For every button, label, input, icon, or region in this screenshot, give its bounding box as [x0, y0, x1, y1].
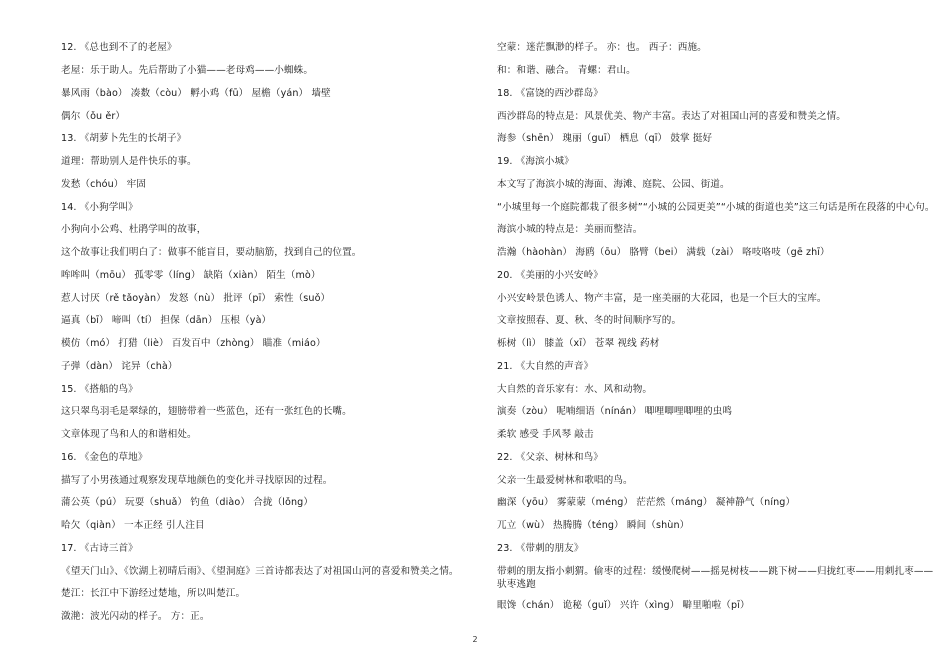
vocab-line: 眼馋（chán） 诡秘（guǐ） 兴许（xìng） 噼里啪啦（pī） [497, 600, 750, 611]
text-line: “小城里每一个庭院都栽了很多树”“小城的公园更美”“小城的街道也美”这三句话是所在段落的中心句。 [497, 202, 935, 213]
lesson-16-title: 16. 《金色的草地》 [61, 452, 148, 463]
vocab-line: 惹人讨厌（rě tǎoyàn） 发怒（nù） 批评（pī） 索性（suǒ） [61, 293, 331, 304]
vocab-line: 模仿（mó） 打猎（liè） 百发百中（zhòng） 瞄准（miáo） [61, 338, 326, 349]
lesson-23-title: 23. 《带刺的朋友》 [497, 543, 584, 554]
text-line: 楚江：长江中下游经过楚地，所以叫楚江。 [61, 588, 246, 599]
vocab-line: 蒲公英（pú） 玩耍（shuǎ） 钓鱼（diào） 合拢（lǒng） [61, 497, 314, 508]
lesson-18-title: 18. 《富饶的西沙群岛》 [497, 88, 603, 99]
text-line: 带刺的朋友指小刺猬。偷枣的过程：缓慢爬树——摇晃树枝——跳下树——归拢红枣——用刺扎枣—— [497, 566, 934, 577]
vocab-line: 海参（shēn） 瑰丽（guī） 栖息（qī） 鼓掌 挺好 [497, 133, 713, 144]
lesson-15-title: 15. 《搭船的鸟》 [61, 384, 138, 395]
vocab-line: 栎树（lì） 膝盖（xī） 苍翠 视线 药材 [497, 338, 660, 349]
text-line: 大自然的音乐家有：水、风和动物。 [497, 384, 653, 395]
text-line: 《望天门山》、《饮湖上初晴后雨》、《望洞庭》三首诗都表达了对祖国山河的喜爱和赞美之情。 [61, 566, 459, 577]
lesson-14-title: 14. 《小狗学叫》 [61, 202, 138, 213]
text-line: 潋滟：波光闪动的样子。 方：正。 [61, 611, 210, 622]
text-line: 海滨小城的特点是：美丽而整洁。 [497, 224, 643, 235]
vocab-line: 柔软 感受 手风琴 敲击 [497, 429, 594, 440]
text-line: 和：和谐、融合。 青螺：君山。 [497, 65, 636, 76]
text-line: 本文写了海滨小城的海面、海滩、庭院、公园、街道。 [497, 179, 730, 190]
vocab-line: 演奏（zòu） 呢喃细语（nínán） 唧哩唧哩唧哩的虫鸣 [497, 406, 733, 417]
text-line: 父亲一生最爱树林和歌唱的鸟。 [497, 475, 633, 486]
vocab-line: 子弹（dàn） 诧异（chà） [61, 361, 178, 372]
lesson-20-title: 20. 《美丽的小兴安岭》 [497, 270, 603, 281]
vocab-line: 哈欠（qiàn） 一本正经 引人注目 [61, 520, 205, 531]
vocab-line: 哞哞叫（mōu） 孤零零（líng） 缺陷（xiàn） 陌生（mò） [61, 270, 321, 281]
text-line: 老屋：乐于助人。先后帮助了小猫——老母鸡——小蜘蛛。 [61, 65, 314, 76]
page-number: 2 [472, 635, 478, 644]
lesson-22-title: 22. 《父亲、树林和鸟》 [497, 452, 603, 463]
vocab-line: 浩瀚（hàohàn） 海鸥（ōu） 胳臂（bei） 满载（zài） 咯吱咯吱（gē zhī） [497, 247, 830, 258]
text-line: 这个故事让我们明白了：做事不能盲目，要动脑筋，找到自己的位置。 [61, 247, 362, 258]
text-line: 描写了小男孩通过观察发现草地颜色的变化并寻找原因的过程。 [61, 475, 333, 486]
lesson-12-title: 12. 《总也到不了的老屋》 [61, 42, 177, 53]
text-line: 小兴安岭景色诱人、物产丰富，是一座美丽的大花园，也是一个巨大的宝库。 [497, 293, 827, 304]
text-line: 小狗向小公鸡、杜鹃学叫的故事， [61, 224, 207, 235]
vocab-line: 幽深（yōu） 雾蒙蒙（méng） 茫茫然（máng） 凝神静气（níng） [497, 497, 796, 508]
lesson-17-title: 17. 《古诗三首》 [61, 543, 138, 554]
text-line: 空蒙：迷茫飘渺的样子。 亦：也。 西子：西施。 [497, 42, 707, 53]
lesson-19-title: 19. 《海滨小城》 [497, 156, 574, 167]
lesson-13-title: 13. 《胡萝卜先生的长胡子》 [61, 133, 187, 144]
vocab-line: 暴风雨（bào） 凑数（còu） 孵小鸡（fū） 屋檐（yán） 墙壁 [61, 88, 331, 99]
text-line: 道理：帮助别人是件快乐的事。 [61, 156, 197, 167]
text-line: 文章体现了鸟和人的和谐相处。 [61, 429, 197, 440]
vocab-line: 偶尔（ǒu ěr） [61, 111, 126, 122]
lesson-21-title: 21. 《大自然的声音》 [497, 361, 594, 372]
vocab-line: 发愁（chóu） 牢固 [61, 179, 147, 190]
text-line: 西沙群岛的特点是：风景优美、物产丰富。表达了对祖国山河的喜爱和赞美之情。 [497, 111, 846, 122]
text-line: 驮枣逃跑 [497, 579, 536, 590]
vocab-line: 逼真（bī） 啼叫（tí） 担保（dān） 压根（yà） [61, 315, 272, 326]
text-line: 这只翠鸟羽毛是翠绿的，翅膀带着一些蓝色，还有一张红色的长嘴。 [61, 406, 352, 417]
text-line: 文章按照春、夏、秋、冬的时间顺序写的。 [497, 315, 682, 326]
vocab-line: 兀立（wù） 热腾腾（téng） 瞬间（shùn） [497, 520, 690, 531]
